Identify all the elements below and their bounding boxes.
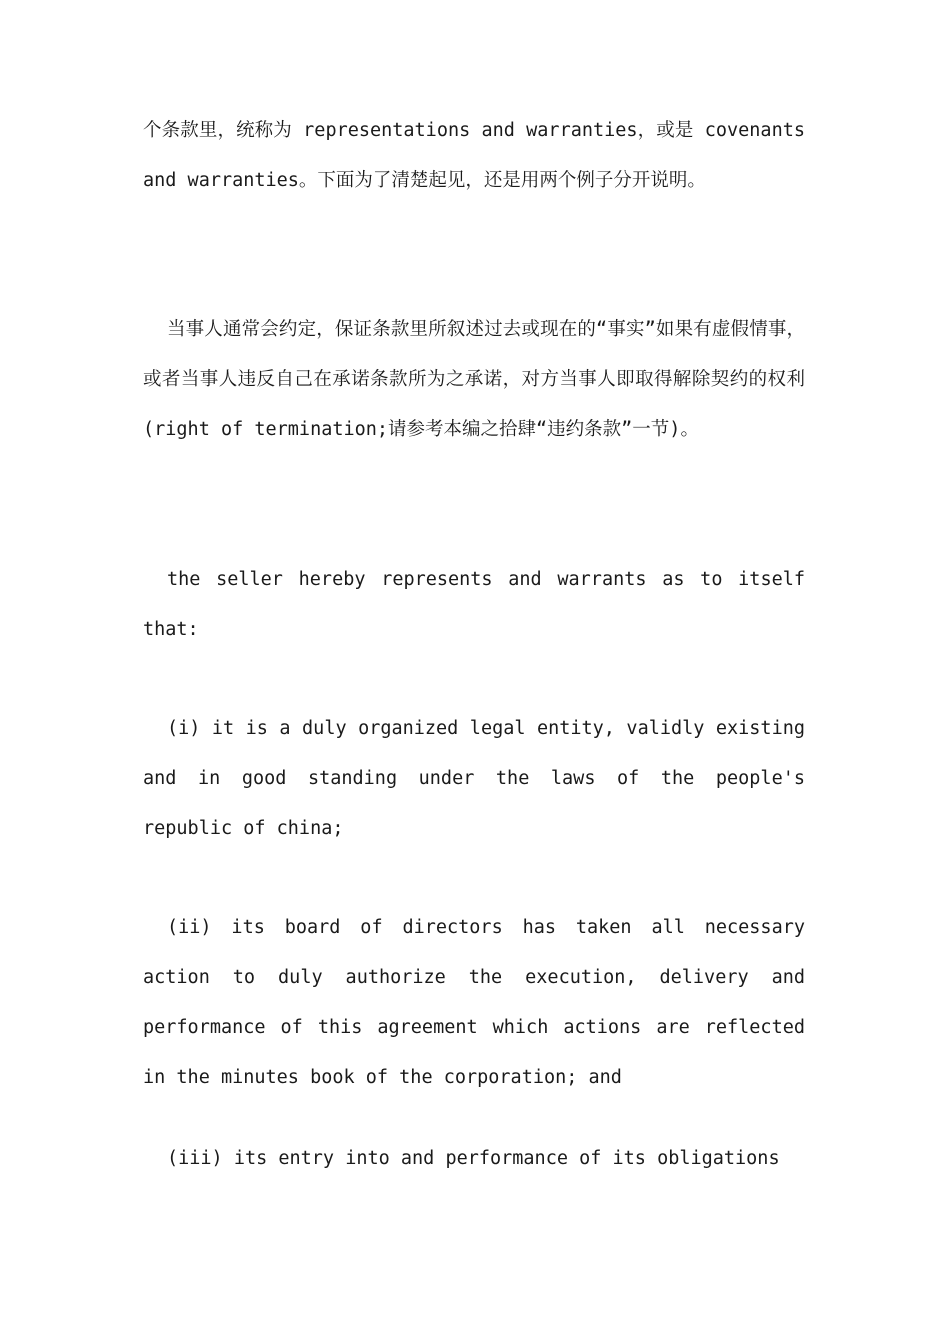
paragraph-1: 个条款里，统称为 representations and warranties，或是 covenants and warranties。下面为了清楚起见，还是用两个例子分开说明。 [143,120,805,191]
paragraph-6: (iii) its entry into and performance of its obligations [167,1148,780,1169]
paragraph-3: the seller hereby represents and warrants as to itself that: [143,569,805,640]
paragraph-2: 当事人通常会约定，保证条款里所叙述过去或现在的“事实”如果有虚假情事，或者当事人违反自己在承诺条款所为之承诺，对方当事人即取得解除契约的权利(right of termination;请参考本编之拾肆“违约条款”一节)。 [143,319,805,440]
paragraph-5: (ii) its board of directors has taken all necessary action to duly authorize the execution, delivery and performance of this agreement which actions are reflected in the minutes book of the corporation; and [143,917,805,1088]
paragraph-4: (i) it is a duly organized legal entity, validly existing and in good standing under the laws of the people's republic of china; [143,718,805,839]
